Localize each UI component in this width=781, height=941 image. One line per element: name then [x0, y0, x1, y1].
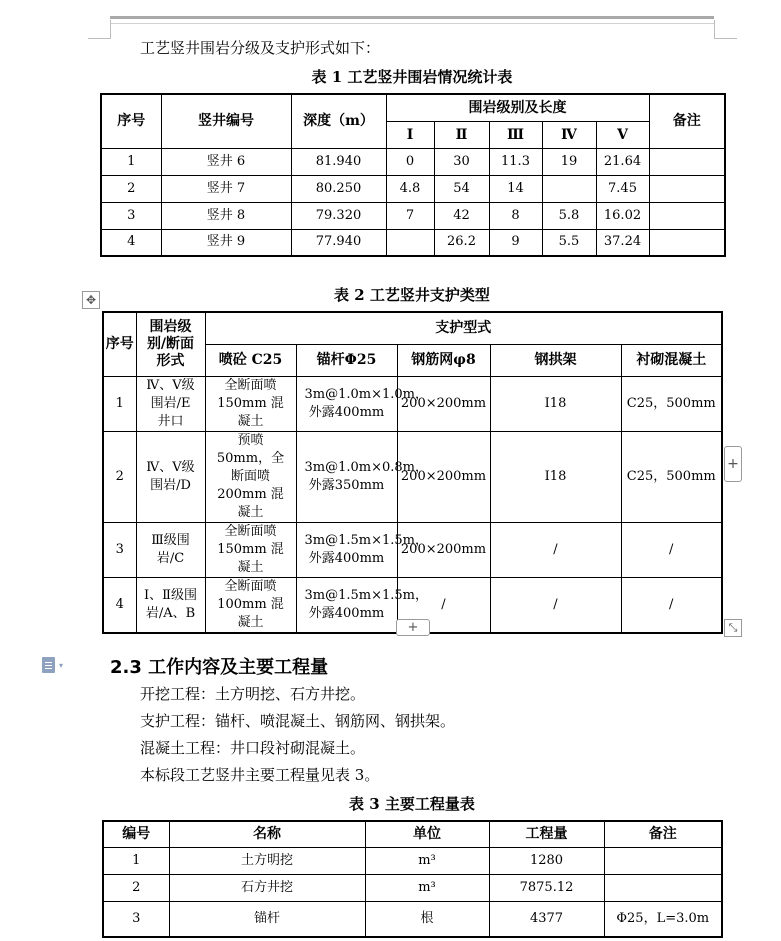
- table-row: [103, 901, 722, 937]
- section-heading: 2.3 工作内容及主要工程量: [110, 657, 329, 678]
- t3-cell-qty: 1280: [489, 847, 604, 874]
- t2-cell-grade: Ⅳ、Ⅴ级围岩/E 井口: [136, 376, 205, 431]
- t2-cell-arch: I18: [490, 431, 621, 522]
- t2-header-shotcrete: 喷砼 C25: [205, 344, 296, 376]
- t1-header-grade-4: Ⅳ: [542, 121, 596, 148]
- t2-header-bolt: 锚杆Φ25: [296, 344, 397, 376]
- t1-cell-g5: 21.64: [596, 148, 649, 175]
- table3-caption: 表 3 主要工程量表: [349, 795, 475, 813]
- chevron-down-icon[interactable]: ▾: [59, 661, 64, 670]
- t1-header-no: 序号: [101, 94, 161, 148]
- t1-cell-shaft: 竖井 8: [161, 202, 291, 229]
- t3-cell-no: 3: [103, 901, 169, 937]
- t1-cell-g4: 5.8: [542, 202, 596, 229]
- t1-cell-g2: 30: [434, 148, 489, 175]
- t2-cell-no: 2: [103, 431, 136, 522]
- t2-cell-lining: C25，500mm: [621, 431, 722, 522]
- table2: [102, 311, 723, 634]
- t1-cell-depth: 79.320: [291, 202, 386, 229]
- intro-text: 工艺竖井围岩分级及支护形式如下：: [140, 39, 381, 57]
- t1-cell-g3: 11.3: [489, 148, 542, 175]
- t3-cell-remark: [604, 874, 722, 901]
- t2-header-grade: 围岩级别/断面形式: [136, 312, 205, 376]
- t1-cell-g3: 14: [489, 175, 542, 202]
- t2-cell-bolt: 3m@1.0m×0.8m，外露350mm: [296, 431, 397, 522]
- t2-cell-grade: Ⅳ、Ⅴ级围岩/D: [136, 431, 205, 522]
- section-line-1: 开挖工程：土方明挖、石方井挖。: [140, 685, 366, 703]
- t1-header-shaft: 竖井编号: [161, 94, 291, 148]
- t1-cell-g1: 0: [386, 148, 434, 175]
- t1-cell-shaft: 竖井 7: [161, 175, 291, 202]
- t1-header-grade-group: 围岩级别及长度: [386, 94, 649, 121]
- table1-caption: 表 1 工艺竖井围岩情况统计表: [311, 68, 513, 86]
- table2-caption: 表 2 工艺竖井支护类型: [334, 286, 490, 304]
- t3-cell-name: 石方井挖: [169, 874, 365, 901]
- t3-cell-no: 1: [103, 847, 169, 874]
- t2-cell-arch: I18: [490, 376, 621, 431]
- t3-cell-qty: 4377: [489, 901, 604, 937]
- t1-cell-g2: 26.2: [434, 229, 489, 256]
- t1-cell-depth: 81.940: [291, 148, 386, 175]
- t3-cell-qty: 7875.12: [489, 874, 604, 901]
- section-line-2: 支护工程：锚杆、喷混凝土、钢筋网、钢拱架。: [140, 712, 456, 730]
- t2-cell-mesh: 200×200mm: [397, 522, 490, 577]
- t3-cell-name: 土方明挖: [169, 847, 365, 874]
- t1-cell-remark: [649, 175, 725, 202]
- page-top-border: [110, 16, 714, 24]
- t3-cell-unit: 根: [365, 901, 489, 937]
- table-row: [101, 148, 725, 175]
- t1-cell-g3: 8: [489, 202, 542, 229]
- t2-cell-arch: /: [490, 577, 621, 633]
- t2-cell-bolt: 3m@1.0m×1.0m，外露400mm: [296, 376, 397, 431]
- t3-cell-name: 锚杆: [169, 901, 365, 937]
- t2-header-no: 序号: [103, 312, 136, 376]
- t1-header-remark: 备注: [649, 94, 725, 148]
- t1-cell-g1: 7: [386, 202, 434, 229]
- add-column-plus-icon[interactable]: +: [724, 446, 742, 482]
- t3-cell-no: 2: [103, 874, 169, 901]
- t1-cell-remark: [649, 202, 725, 229]
- section-line-3: 混凝土工程：井口段衬砌混凝土。: [140, 739, 366, 757]
- table-row: [103, 431, 722, 522]
- table-move-handle-icon[interactable]: ✥: [82, 291, 100, 309]
- t2-cell-no: 4: [103, 577, 136, 633]
- document-outline-icon[interactable]: [42, 657, 55, 673]
- t1-cell-depth: 80.250: [291, 175, 386, 202]
- t2-cell-lining: /: [621, 577, 722, 633]
- t1-cell-g5: 16.02: [596, 202, 649, 229]
- t1-cell-remark: [649, 229, 725, 256]
- t1-cell-g2: 54: [434, 175, 489, 202]
- t2-cell-mesh: 200×200mm: [397, 376, 490, 431]
- t1-cell-no: 1: [101, 148, 161, 175]
- table-row: [101, 175, 725, 202]
- t2-cell-lining: C25，500mm: [621, 376, 722, 431]
- table-row: [101, 229, 725, 256]
- t3-cell-unit: m³: [365, 874, 489, 901]
- t2-cell-lining: /: [621, 522, 722, 577]
- t1-cell-depth: 77.940: [291, 229, 386, 256]
- t2-cell-grade: Ⅰ、Ⅱ级围岩/A、B: [136, 577, 205, 633]
- t2-cell-arch: /: [490, 522, 621, 577]
- t2-cell-shotcrete: 全断面喷150mm 混凝土: [205, 376, 296, 431]
- table-row: [103, 522, 722, 577]
- t2-cell-bolt: 3m@1.5m×1.5m，外露400mm: [296, 577, 397, 633]
- t1-header-grade-5: Ⅴ: [596, 121, 649, 148]
- t1-cell-g5: 7.45: [596, 175, 649, 202]
- t1-cell-g1: [386, 229, 434, 256]
- t2-header-mesh: 钢筋网φ8: [397, 344, 490, 376]
- table-row: [103, 874, 722, 901]
- t2-cell-mesh: /: [397, 577, 490, 633]
- table-row: [103, 376, 722, 431]
- t3-header-name: 名称: [169, 821, 365, 847]
- margin-corner-left: [88, 20, 111, 39]
- table3: [102, 820, 723, 938]
- t1-cell-no: 3: [101, 202, 161, 229]
- t2-cell-no: 1: [103, 376, 136, 431]
- t1-cell-shaft: 竖井 6: [161, 148, 291, 175]
- t3-cell-remark: Φ25，L=3.0m: [604, 901, 722, 937]
- t1-header-grade-1: Ⅰ: [386, 121, 434, 148]
- t1-cell-g4: 19: [542, 148, 596, 175]
- table1: [100, 93, 726, 257]
- t3-header-qty: 工程量: [489, 821, 604, 847]
- t3-header-remark: 备注: [604, 821, 722, 847]
- t1-cell-g3: 9: [489, 229, 542, 256]
- add-row-plus-icon[interactable]: +: [396, 619, 430, 636]
- t2-header-support-group: 支护型式: [205, 312, 722, 344]
- t2-header-lining: 衬砌混凝土: [621, 344, 722, 376]
- t2-header-arch: 钢拱架: [490, 344, 621, 376]
- t1-cell-g5: 37.24: [596, 229, 649, 256]
- t1-header-grade-2: Ⅱ: [434, 121, 489, 148]
- t1-header-depth: 深度（m）: [291, 94, 386, 148]
- table-row: [103, 847, 722, 874]
- t2-cell-mesh: 200×200mm: [397, 431, 490, 522]
- t1-cell-g4: 5.5: [542, 229, 596, 256]
- t1-cell-no: 4: [101, 229, 161, 256]
- t2-cell-shotcrete: 预喷 50mm，全断面喷200mm 混凝土: [205, 431, 296, 522]
- section-line-4: 本标段工艺竖井主要工程量见表 3。: [140, 766, 380, 784]
- t1-cell-no: 2: [101, 175, 161, 202]
- t2-cell-grade: Ⅲ级围岩/C: [136, 522, 205, 577]
- t1-cell-remark: [649, 148, 725, 175]
- t2-cell-no: 3: [103, 522, 136, 577]
- t1-cell-g4: [542, 175, 596, 202]
- t1-cell-g2: 42: [434, 202, 489, 229]
- t2-cell-bolt: 3m@1.5m×1.5m，外露400mm: [296, 522, 397, 577]
- table-row: [101, 202, 725, 229]
- table-resize-handle-icon[interactable]: ⤡: [724, 619, 742, 637]
- t3-header-no: 编号: [103, 821, 169, 847]
- t1-header-grade-3: Ⅲ: [489, 121, 542, 148]
- t2-cell-shotcrete: 全断面喷100mm 混凝土: [205, 577, 296, 633]
- t3-cell-remark: [604, 847, 722, 874]
- t3-cell-unit: m³: [365, 847, 489, 874]
- margin-corner-right: [714, 20, 737, 39]
- t1-cell-g1: 4.8: [386, 175, 434, 202]
- t1-cell-shaft: 竖井 9: [161, 229, 291, 256]
- t3-header-unit: 单位: [365, 821, 489, 847]
- t2-cell-shotcrete: 全断面喷150mm 混凝土: [205, 522, 296, 577]
